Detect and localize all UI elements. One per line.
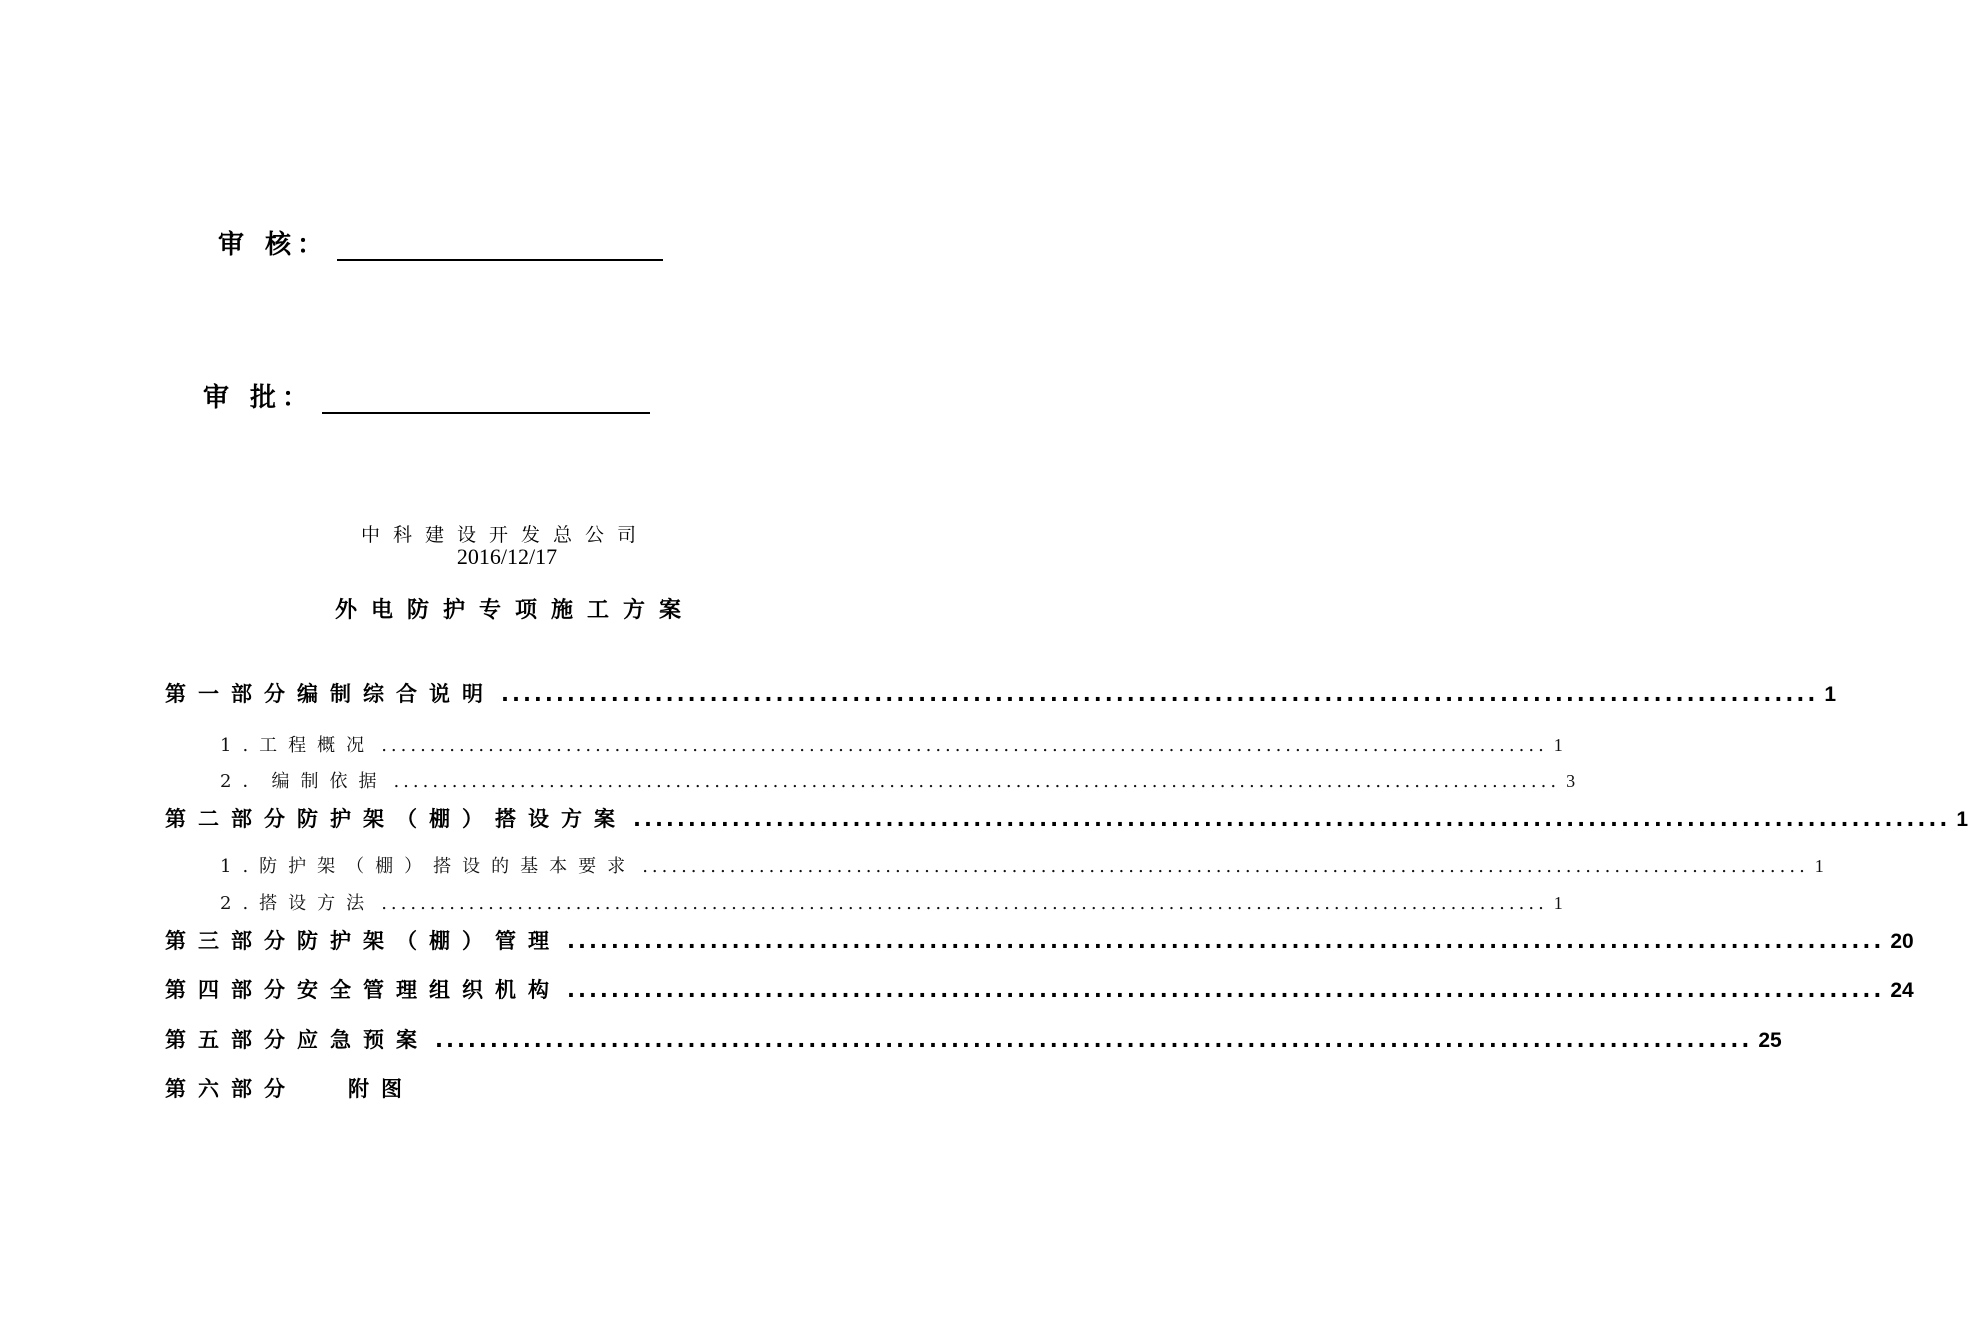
toc-page-number: 1	[1553, 893, 1563, 913]
toc-leader-dots: ........................................................................................................................	[501, 682, 1819, 706]
document-title: 外电防护专项施工方案	[334, 598, 695, 623]
toc-leader-dots: ........................................................................................................................	[567, 929, 1885, 953]
toc-part-number: 第五部分	[165, 1028, 297, 1052]
approve-signature-field	[203, 377, 650, 414]
toc-part-entry	[165, 974, 1914, 1004]
toc-leader-dots: ........................................................................................................................	[381, 893, 1548, 914]
toc-entry-title: 附图	[348, 1077, 414, 1101]
review-label: 审 核：	[218, 230, 330, 260]
toc-part-number: 第三部分	[165, 929, 297, 953]
toc-entry-title: 编制综合说明	[297, 682, 495, 706]
toc-page-number: 1	[1814, 856, 1824, 876]
toc-entry-title: 防护架（棚）搭设方案	[297, 807, 627, 831]
toc-page-number: 1	[1956, 808, 1968, 831]
toc-part-entry	[165, 1024, 1782, 1054]
toc-leader-dots: ........................................................................................................................	[567, 978, 1885, 1002]
toc-page-number: 3	[1566, 771, 1576, 791]
toc-leader-dots: ........................................................................................................................	[393, 771, 1561, 792]
toc-sub-entry	[220, 767, 1576, 793]
toc-part-entry	[165, 925, 1914, 955]
toc-part-number: 第二部分	[165, 807, 297, 831]
toc-page-number: 25	[1758, 1029, 1782, 1052]
toc-page-number: 20	[1890, 930, 1914, 953]
toc-entry-title: 2.搭设方法	[220, 893, 376, 914]
toc-leader-dots: ........................................................................................................................	[633, 807, 1951, 831]
toc-leader-dots: ........................................................................................................................	[435, 1028, 1753, 1052]
toc-entry-title: 1.防护架（棚）搭设的基本要求	[220, 856, 637, 877]
toc-page-number: 24	[1890, 979, 1914, 1002]
toc-page-number: 1	[1824, 683, 1836, 706]
company-name: 中科建设开发总公司	[360, 524, 649, 546]
toc-part-number: 第六部分	[165, 1077, 297, 1101]
toc-entry-title: 应急预案	[297, 1028, 429, 1052]
toc-leader-dots: ........................................................................................................................	[381, 735, 1548, 756]
toc-sub-entry	[220, 852, 1824, 878]
approve-label: 审 批：	[203, 383, 315, 413]
toc-part-number: 第一部分	[165, 682, 297, 706]
toc-page-number: 1	[1553, 735, 1563, 755]
toc-entry-title: 防护架（棚）管理	[297, 929, 561, 953]
toc-part-entry	[165, 803, 1968, 833]
approve-signature-line	[322, 388, 650, 414]
toc-sub-entry	[220, 731, 1563, 757]
review-signature-line	[337, 235, 663, 261]
toc-entry-title: 2．编制依据	[220, 771, 388, 792]
toc-sub-entry	[220, 889, 1563, 915]
toc-leader-dots: ........................................................................................................................	[642, 856, 1809, 877]
toc-part-entry	[165, 678, 1836, 708]
document-date: 2016/12/17	[456, 544, 558, 569]
toc-part-number: 第四部分	[165, 978, 297, 1002]
toc-entry-title: 安全管理组织机构	[297, 978, 561, 1002]
review-signature-field	[218, 224, 663, 261]
toc-entry-title: 1.工程概况	[220, 735, 376, 756]
toc-part-entry	[165, 1073, 850, 1103]
